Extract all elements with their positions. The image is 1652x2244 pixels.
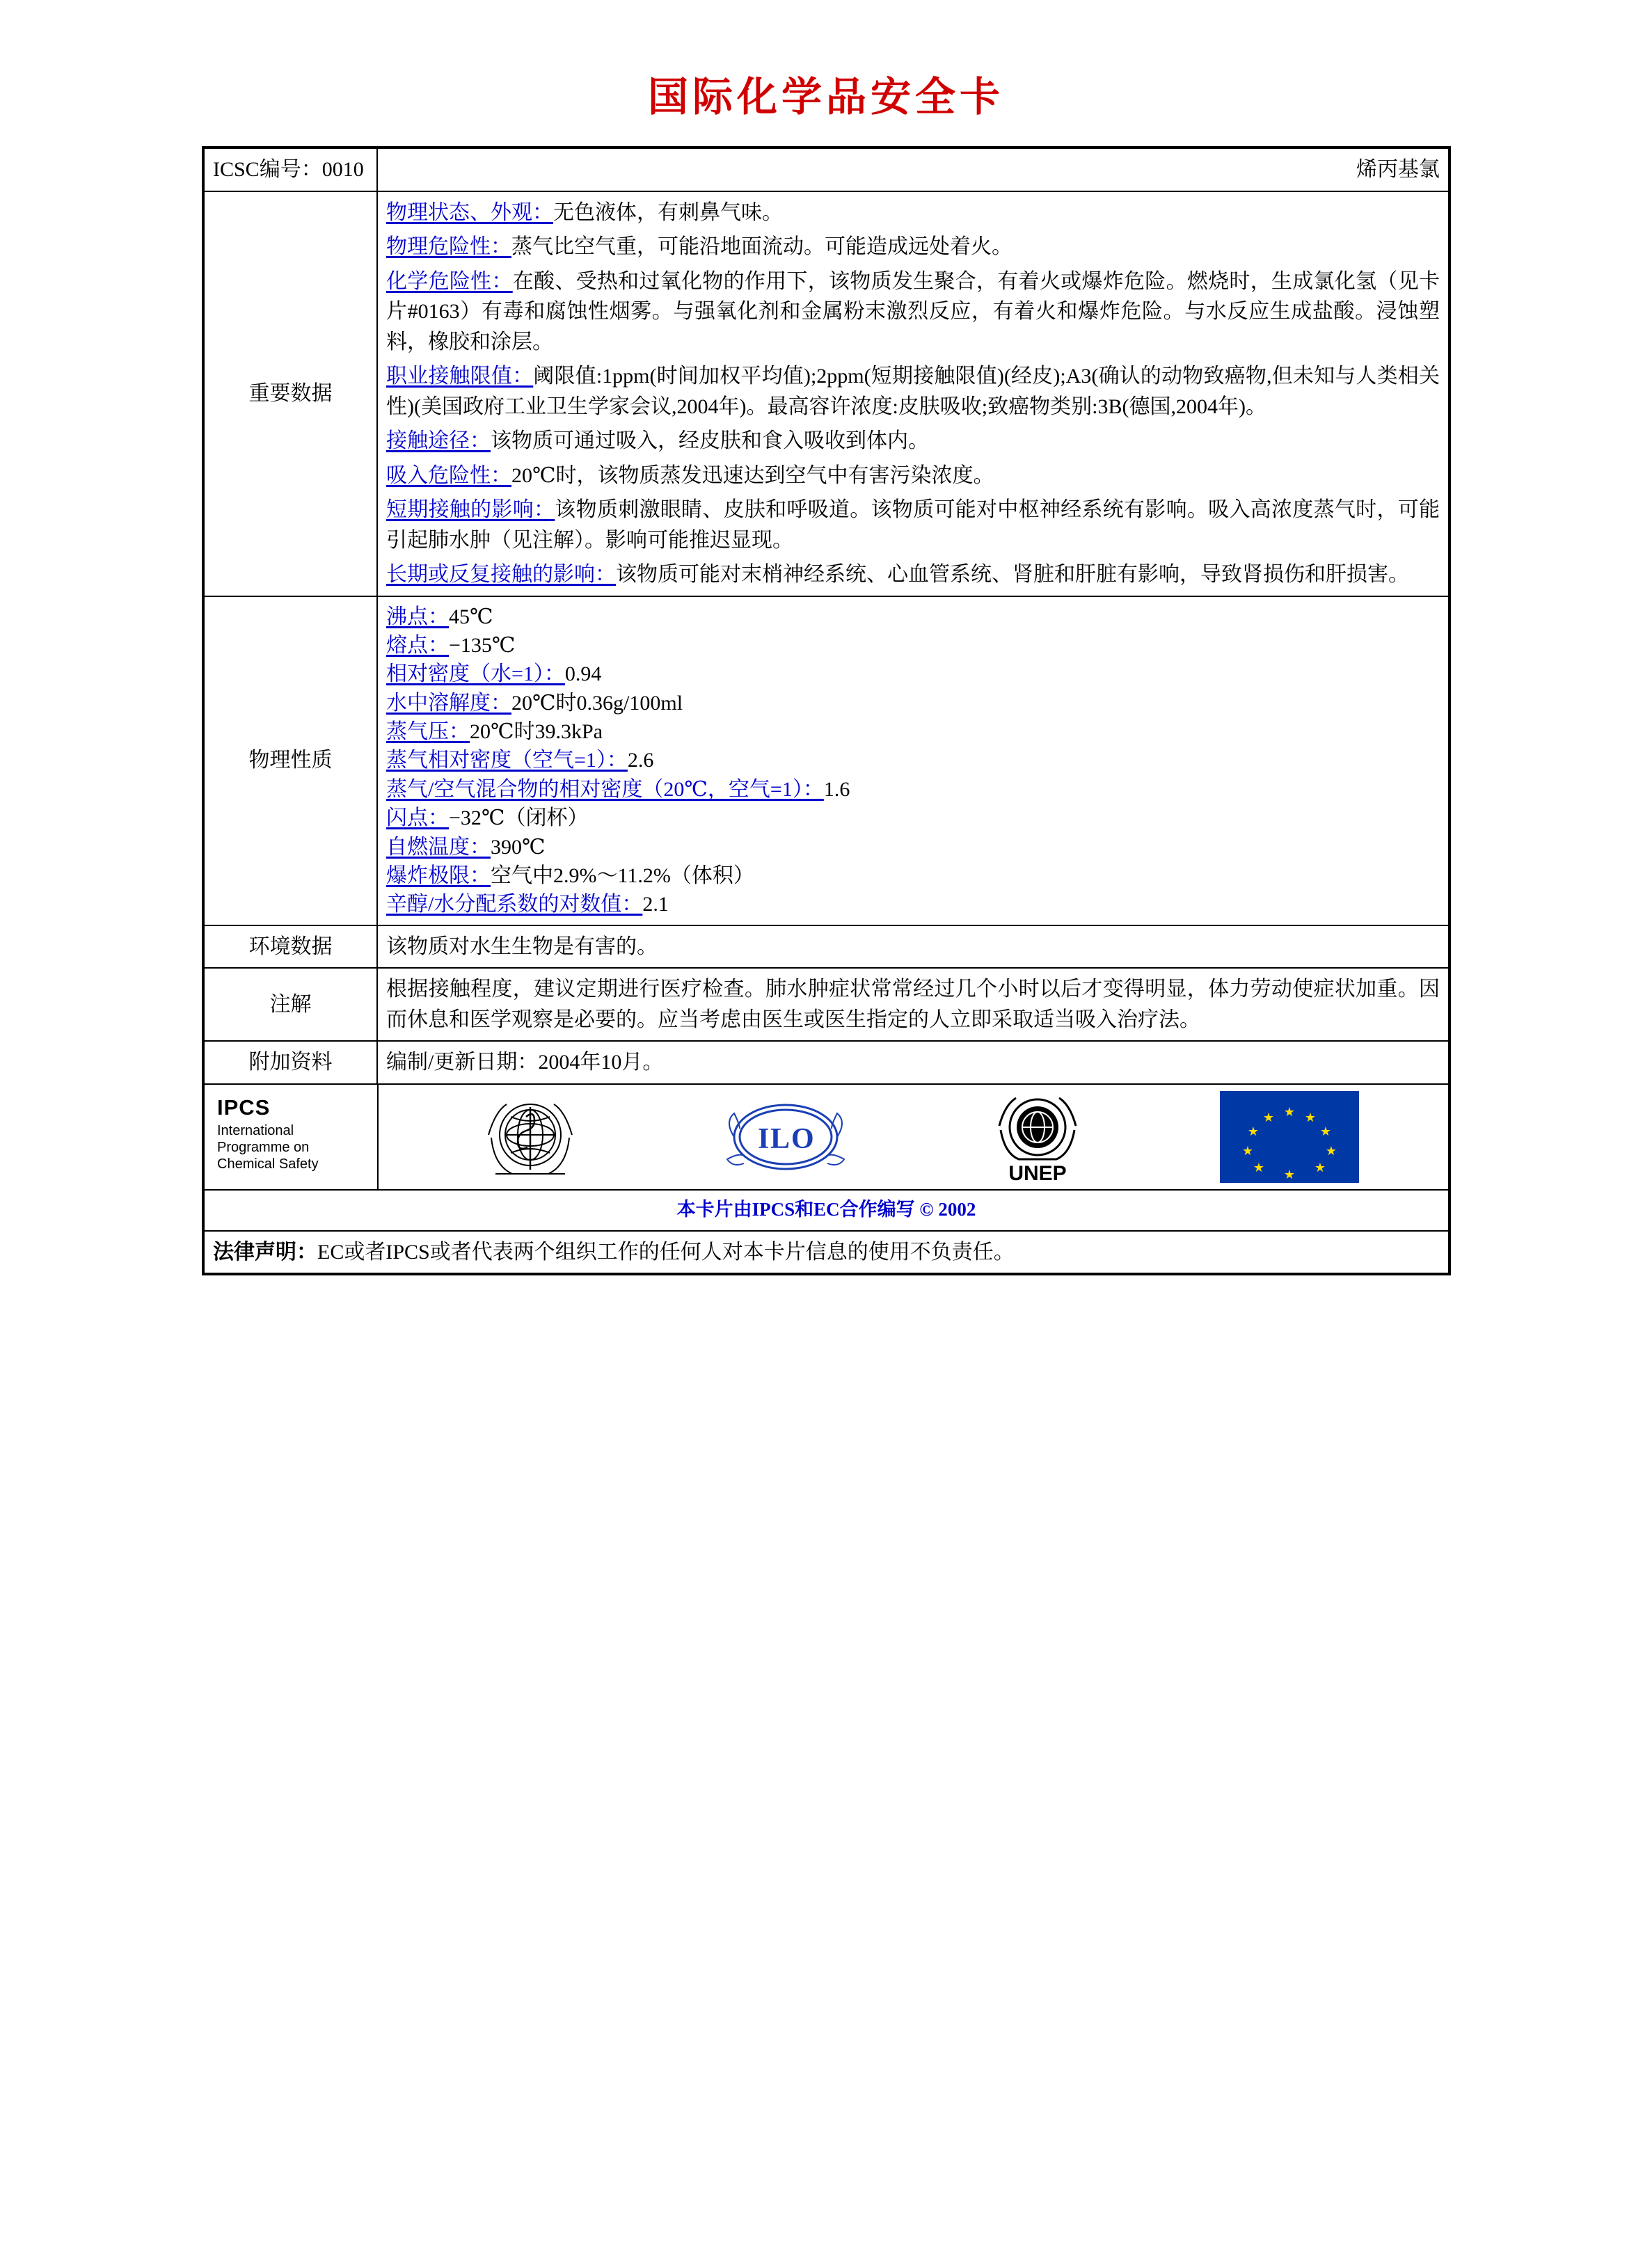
important-data-label: 重要数据 [203,191,377,596]
additional-info-content: 编制/更新日期：2004年10月。 [377,1041,1450,1084]
logos-cell [203,1084,1450,1231]
property-value: 390℃ [491,835,546,859]
credit-text: 本卡片由IPCS和EC合作编写 [676,1198,915,1220]
icsc-label: ICSC编号： [213,158,322,181]
property-item [386,631,1440,660]
property-key: 蒸气相对密度（空气=1）： [386,749,628,772]
notes-content: 根据接触程度，建议定期进行医疗检查。肺水肿症状常常经过几个小时以后才变得明显，体力劳动使症状加重。因而休息和医学观察是必要的。应当考虑由医生或医生指定的人立即采取适当吸入治疗法。 [377,968,1450,1041]
property-item [386,717,1440,746]
physical-properties-label: 物理性质 [203,596,377,925]
icsc-number: 0010 [321,158,364,181]
property-value: 空气中2.9%～11.2%（体积） [491,864,754,888]
ipcs-line-2: Programme on [217,1140,310,1155]
environmental-data-content: 该物质对水生生物是有害的。 [377,925,1450,969]
ipcs-block [205,1085,379,1189]
data-item [386,426,1440,456]
svg-text:I: I [758,1122,770,1155]
svg-text:★: ★ [1319,1124,1331,1138]
svg-text:★: ★ [1241,1143,1253,1158]
property-item [386,746,1440,774]
property-key: 相对密度（水=1）： [386,662,565,686]
legal-row [203,1231,1450,1275]
notes-row [203,968,1450,1041]
unep-logo-icon [978,1088,1097,1186]
logos-strip [205,1085,1448,1189]
data-item [386,266,1440,358]
legal-cell [203,1231,1450,1275]
credit-line [205,1189,1448,1230]
svg-text:★: ★ [1247,1124,1259,1138]
svg-text:★: ★ [1253,1160,1264,1175]
data-item [386,495,1440,555]
svg-text:L: L [770,1122,791,1155]
property-item [386,833,1440,861]
data-item-text: 阈限值:1ppm(时间加权平均值);2ppm(短期接触限值)(经皮);A3(确认的动物致癌物,但未知与人类相关性)(美国政府工业卫生学家会议,2004年)。最高容许浓度:皮肤吸收;致癌物类别:3B(德国,2004年)。 [386,365,1440,418]
ilo-logo-icon [716,1095,855,1179]
property-key: 辛醇/水分配系数的对数值： [386,893,643,916]
data-item-key: 物理危险性： [386,235,511,258]
additional-info-row [203,1041,1450,1084]
logo-area [379,1085,1448,1189]
card-header-row [203,148,1450,191]
icsc-number-cell [203,148,377,191]
ipcs-line-1: International [217,1122,294,1138]
property-value: −32℃（闭杯） [449,806,589,830]
legal-text: EC或者IPCS或者代表两个组织工作的任何人对本卡片信息的使用不负责任。 [317,1240,1015,1264]
data-item [386,198,1440,228]
notes-label: 注解 [203,968,377,1041]
data-item-key: 长期或反复接触的影响： [386,563,616,586]
data-item [386,461,1440,491]
property-key: 闪点： [386,806,449,830]
property-key: 爆炸极限： [386,864,491,888]
data-item [386,232,1440,262]
data-item-key: 吸入危险性： [386,463,511,487]
property-value: 20℃时39.3kPa [470,720,603,744]
property-value: −135℃ [449,633,516,657]
data-item-text: 该物质可通过吸入，经皮肤和食入吸收到体内。 [491,429,929,452]
data-item-key: 短期接触的影响： [386,498,555,521]
data-item-text: 在酸、受热和过氧化物的作用下，该物质发生聚合，有着火或爆炸危险。燃烧时，生成氯化氢（见卡片#0163）有毒和腐蚀性烟雾。与强氧化剂和金属粉末激烈反应，有着火和爆炸危险。与水反应生成盐酸。浸蚀塑料，橡胶和涂层。 [386,269,1440,353]
data-item [386,559,1440,590]
data-item-key: 化学危险性： [386,269,513,293]
eu-flag-icon [1220,1091,1359,1183]
property-item [386,861,1440,890]
svg-text:★: ★ [1283,1167,1295,1181]
property-key: 蒸气/空气混合物的相对密度（20℃，空气=1）： [386,777,824,801]
property-value: 0.94 [564,662,602,686]
property-value: 45℃ [449,605,493,628]
unep-label: UNEP [1008,1161,1067,1185]
ipcs-line-3: Chemical Safety [217,1156,319,1172]
property-item [386,804,1440,832]
svg-text:O: O [791,1122,814,1155]
property-key: 自燃温度： [386,835,491,859]
physical-properties-content [377,596,1450,925]
svg-text:★: ★ [1314,1160,1326,1175]
data-item [386,361,1440,422]
additional-info-label: 附加资料 [203,1041,377,1084]
property-value: 2.1 [642,893,669,916]
data-item-key: 职业接触限值： [386,365,534,388]
safety-card-table [202,146,1451,1275]
data-item-key: 接触途径： [386,429,491,452]
environmental-data-label: 环境数据 [203,925,377,969]
property-key: 蒸气压： [386,720,470,744]
copyright-text: © 2002 [919,1198,976,1220]
property-value: 20℃时0.36g/100ml [511,691,683,715]
property-key: 水中溶解度： [386,691,511,715]
ipcs-abbr: IPCS [217,1095,271,1120]
data-item-text: 该物质可能对末梢神经系统、心血管系统、肾脏和肝脏有影响，导致肾损伤和肝损害。 [616,563,1409,586]
property-item [386,775,1440,804]
important-data-content [377,191,1450,596]
important-data-row [203,191,1450,596]
svg-text:★: ★ [1325,1143,1337,1158]
environmental-data-row [203,925,1450,969]
property-item [386,890,1440,918]
page-title: 国际化学品安全卡 [647,73,1004,120]
data-item-text: 蒸气比空气重，可能沿地面流动。可能造成远处着火。 [511,235,1012,258]
data-item-text: 该物质刺激眼睛、皮肤和呼吸道。该物质可能对中枢神经系统有影响。吸入高浓度蒸气时，可能引起肺水肿（见注解）。影响可能推迟显现。 [386,498,1440,552]
property-key: 沸点： [386,605,449,628]
data-item-text: 20℃时，该物质蒸发迅速达到空气中有害污染浓度。 [511,463,994,487]
physical-properties-row [203,596,1450,925]
svg-text:★: ★ [1262,1110,1274,1124]
property-value: 2.6 [627,749,654,772]
data-item-key: 物理状态、外观： [386,200,553,224]
svg-text:★: ★ [1283,1104,1295,1119]
legal-label: 法律声明： [213,1240,317,1264]
who-logo-icon [468,1092,593,1182]
substance-name-cell: 烯丙基氯 [377,148,1450,191]
property-item [386,603,1440,631]
property-value: 1.6 [823,777,850,801]
property-key: 熔点： [386,633,449,657]
property-item [386,660,1440,688]
data-item-text: 无色液体，有刺鼻气味。 [553,200,783,224]
organisation-logos-row [203,1084,1450,1231]
svg-text:★: ★ [1304,1110,1316,1124]
property-item [386,689,1440,717]
